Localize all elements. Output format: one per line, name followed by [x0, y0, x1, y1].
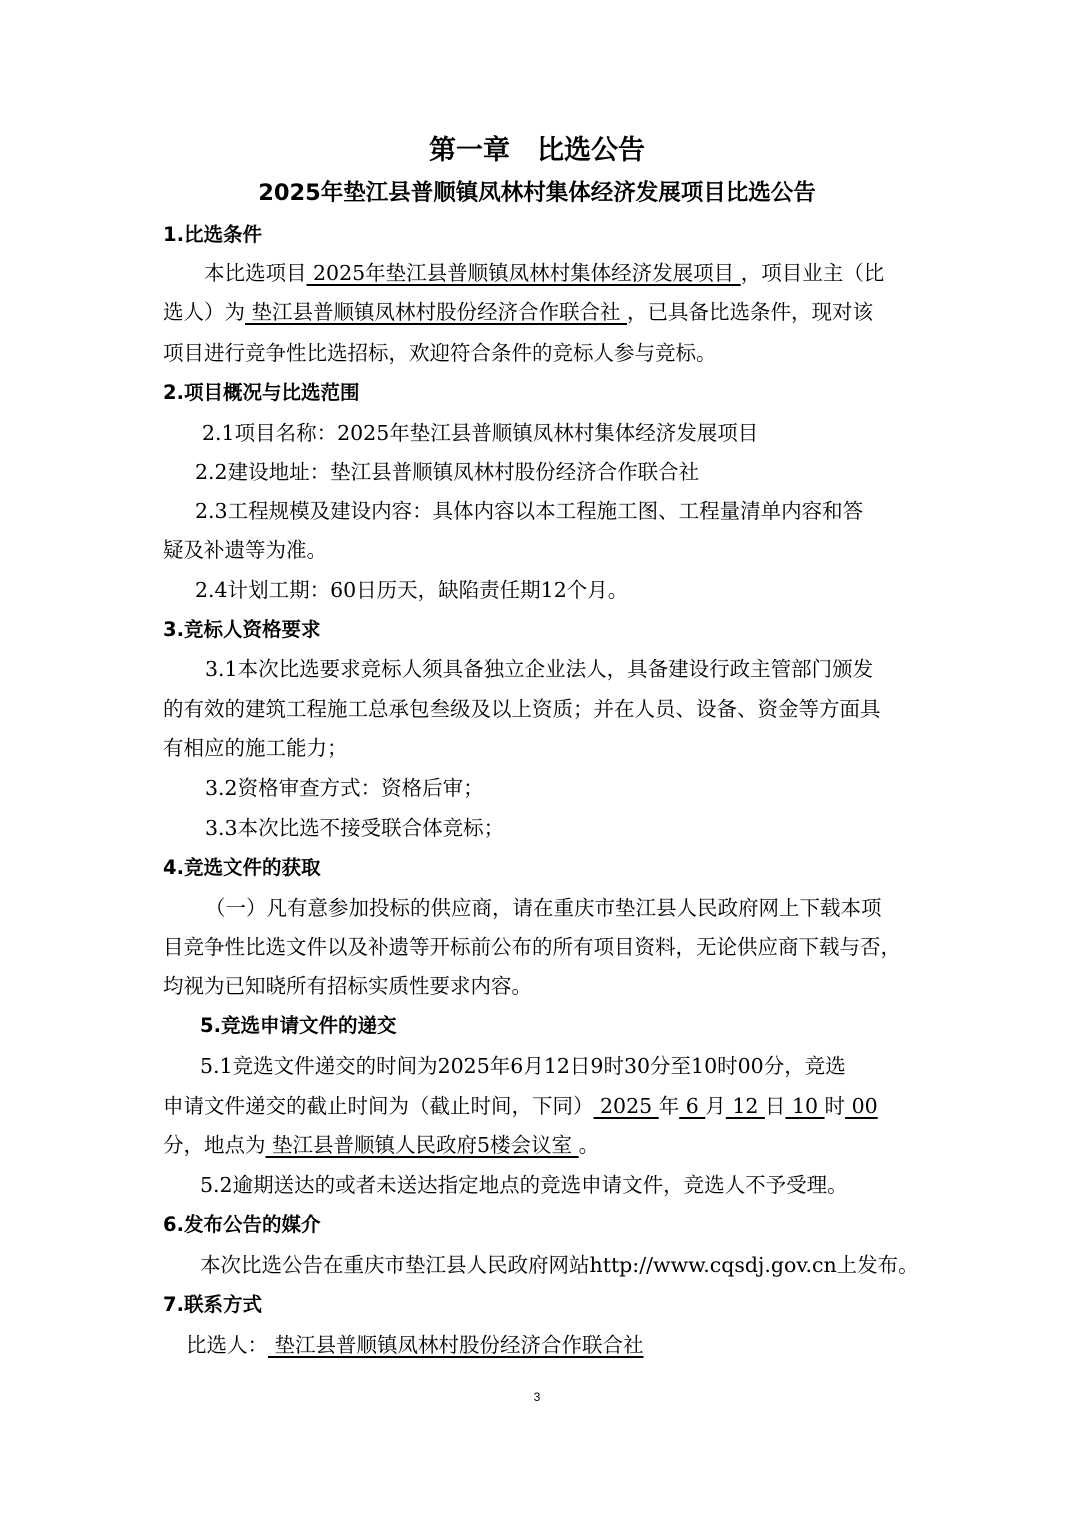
contact-label: 比选人：: [186, 1333, 268, 1357]
project-name-underlined: 2025年垫江县普顺镇凤林村集体经济发展项目: [306, 261, 741, 285]
paragraph-line: [163, 1132, 599, 1158]
paragraph-line: 目竞争性比选文件以及补遗等开标前公布的所有项目资料，无论供应商下载与否，: [163, 935, 901, 959]
location-underlined: 垫江县普顺镇人民政府5楼会议室: [265, 1133, 579, 1157]
paragraph-line: 2.3工程规模及建设内容：具体内容以本工程施工图、工程量清单内容和答: [195, 499, 864, 523]
deadline-hour: 10: [785, 1094, 825, 1118]
paragraph-line: 5.2逾期送达的或者未送达指定地点的竞选申请文件，竞选人不予受理。: [200, 1173, 848, 1197]
text: 日: [764, 1094, 786, 1118]
text: 本比选项目: [204, 261, 307, 285]
paragraph-line: 2.1项目名称：2025年垫江县普顺镇凤林村集体经济发展项目: [202, 421, 759, 445]
text: ，项目业主（比: [740, 261, 885, 285]
chapter-title: 第一章 比选公告: [429, 135, 645, 166]
section-heading-3: 3.竞标人资格要求: [163, 618, 321, 641]
page-number: 3: [533, 1390, 541, 1404]
text: ，已具备比选条件，现对该: [627, 300, 874, 324]
text: 月: [705, 1094, 726, 1118]
owner-name-underlined: 垫江县普顺镇凤林村股份经济合作联合社: [245, 300, 628, 324]
section-heading-6: 6.发布公告的媒介: [163, 1213, 321, 1236]
paragraph-line: 3.3本次比选不接受联合体竞标；: [205, 816, 505, 840]
text: 年: [658, 1094, 680, 1118]
section-heading-1: 1.比选条件: [163, 223, 262, 246]
section-heading-4: 4.竞选文件的获取: [163, 856, 321, 879]
paragraph-line: 2.2建设地址：垫江县普顺镇凤林村股份经济合作联合社: [195, 460, 700, 484]
paragraph-line: 2.4计划工期：60日历天，缺陷责任期12个月。: [195, 578, 629, 602]
text: 时: [824, 1094, 846, 1118]
contact-value: 垫江县普顺镇凤林村股份经济合作联合社: [268, 1333, 644, 1357]
text: 选人）为: [163, 300, 245, 324]
paragraph-line: 5.1竞选文件递交的时间为2025年6月12日9时30分至10时00分，竞选: [200, 1054, 846, 1078]
text: 分，地点为: [163, 1133, 266, 1157]
paragraph-line: 本次比选公告在重庆市垫江县人民政府网站http://www.cqsdj.gov.cn上发布。: [200, 1253, 919, 1277]
paragraph-line: 均视为已知晓所有招标实质性要求内容。: [163, 974, 532, 998]
text: 。: [578, 1133, 600, 1157]
deadline-minute: 00: [845, 1094, 878, 1118]
section-heading-5: 5.竞选申请文件的递交: [200, 1014, 397, 1037]
contact-line: [186, 1332, 644, 1358]
deadline-year: 2025: [593, 1094, 659, 1118]
document-title: 2025年垫江县普顺镇凤林村集体经济发展项目比选公告: [258, 180, 816, 206]
paragraph-line: 疑及补遗等为准。: [163, 538, 327, 562]
paragraph-line: [204, 260, 884, 286]
paragraph-line: [163, 299, 873, 325]
paragraph-line: 3.1本次比选要求竞标人须具备独立企业法人，具备建设行政主管部门颁发: [205, 657, 874, 681]
section-heading-2: 2.项目概况与比选范围: [163, 381, 360, 404]
text: 申请文件递交的截止时间为（截止时间，下同）: [163, 1094, 594, 1118]
deadline-day: 12: [725, 1094, 765, 1118]
paragraph-line: 3.2资格审查方式：资格后审；: [205, 776, 484, 800]
paragraph-line: 项目进行竞争性比选招标，欢迎符合条件的竞标人参与竞标。: [163, 341, 717, 365]
paragraph-line: 有相应的施工能力；: [163, 736, 348, 760]
paragraph-line: 的有效的建筑工程施工总承包叁级及以上资质；并在人员、设备、资金等方面具: [163, 697, 881, 721]
deadline-month: 6: [679, 1094, 706, 1118]
paragraph-line: （一）凡有意参加投标的供应商，请在重庆市垫江县人民政府网上下载本项: [205, 896, 882, 920]
paragraph-line: [163, 1093, 878, 1119]
section-heading-7: 7.联系方式: [163, 1293, 262, 1316]
